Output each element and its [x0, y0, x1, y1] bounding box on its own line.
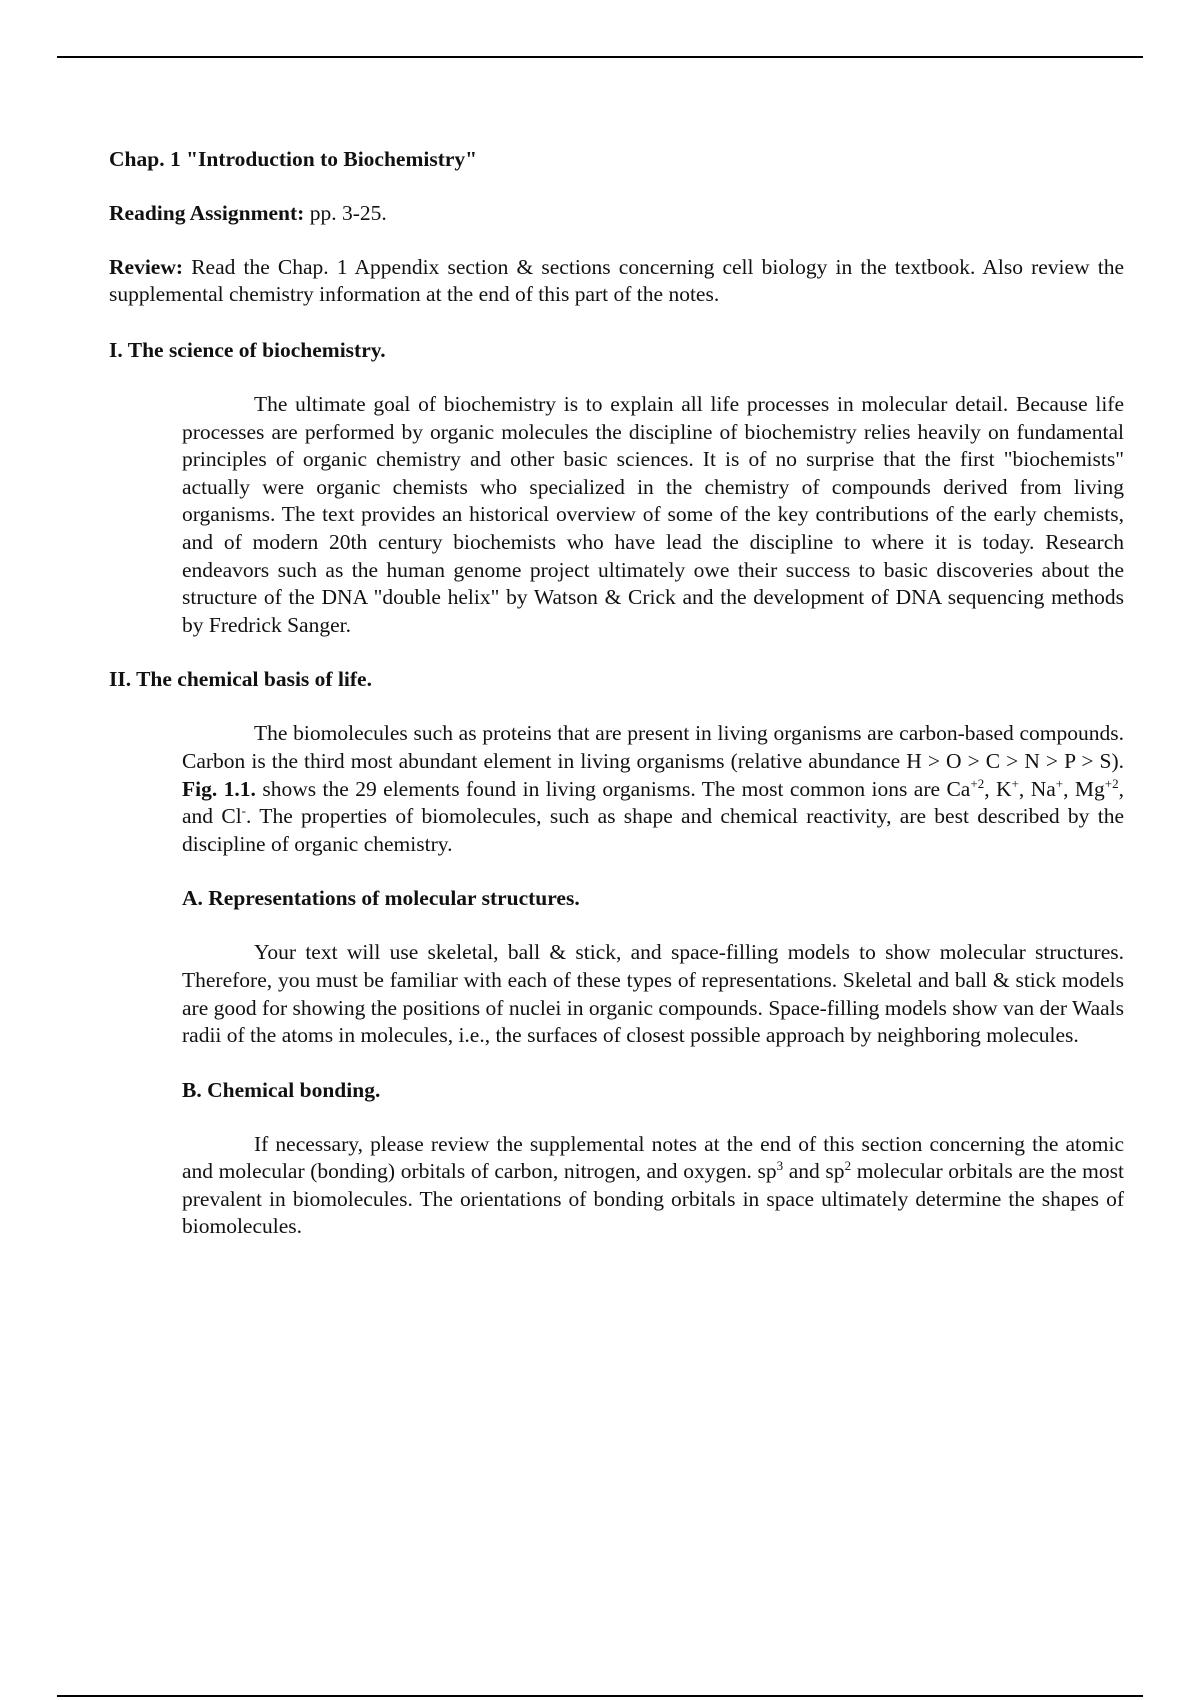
- subsection-b-text-1: If necessary, please review the supplemental notes at the end of this section concerning the atomic and molecular (bonding) orbitals of carbon, nitrogen, and oxygen. sp: [182, 1131, 1124, 1184]
- section-1-heading: I. The science of biochemistry.: [109, 338, 386, 362]
- section-2-text-1: The biomolecules such as proteins that are present in living organisms are carbon-based compounds. Carbon is the third most abundant element in living organisms (relative abundance H > O > C > N > P > S).: [182, 721, 1124, 773]
- reading-assignment-label: Reading Assignment:: [109, 201, 305, 225]
- top-divider: [57, 56, 1143, 58]
- subsection-b-paragraph: [182, 1131, 1124, 1241]
- section-2-heading: II. The chemical basis of life.: [109, 667, 372, 692]
- k-charge: +: [1011, 775, 1019, 791]
- review-note: [109, 254, 1124, 308]
- review-label: Review:: [109, 255, 184, 279]
- subsection-b-heading: B. Chemical bonding.: [182, 1077, 381, 1102]
- sp3-superscript: 3: [776, 1158, 784, 1174]
- subsection-b-text-2: molecular orbitals are the most prevalent in biomolecules. The orientations of bonding orbitals in space ultimately determine the shapes of biomolecules.: [182, 1159, 1124, 1239]
- section-2-text-2: shows the 29 elements found in living organisms. The most common ions are Ca: [255, 776, 971, 801]
- chapter-title: Chap. 1 "Introduction to Biochemistry": [109, 147, 478, 171]
- section-1-paragraph: The ultimate goal of biochemistry is to explain all life processes in molecular detail. Because life processes are performed by organic molecules the discipline of biochemistry relies heavily on fundamental principles of organic chemistry and other basic sciences. It is of no surprise that the first "biochemists" actually were organic chemists who specialized in the chemistry of compounds derived from living organisms. The text provides an historical overview of some of the key contributions of the early chemists, and of modern 20th century biochemists who have lead the discipline to where it is today. Research endeavors such as the human genome project ultimately owe their success to basic discoveries about the structure of the DNA "double helix" by Watson & Crick and the development of DNA sequencing methods by Fredrick Sanger.: [182, 392, 1124, 637]
- sp2-superscript: 2: [844, 1158, 852, 1174]
- subsection-a-heading: A. Representations of molecular structures.: [182, 886, 580, 911]
- reading-assignment: [109, 200, 1124, 227]
- figure-reference: Fig. 1.1.: [182, 776, 256, 801]
- reading-assignment-value: pp. 3-25.: [309, 201, 387, 225]
- subsection-b-text-mid: and sp: [783, 1159, 845, 1184]
- ion-separator-1: , K: [984, 776, 1012, 801]
- ion-separator-3: , Mg: [1063, 776, 1105, 801]
- page-content: [109, 146, 1124, 1263]
- bottom-divider: [57, 1695, 1143, 1697]
- review-text: Read the Chap. 1 Appendix section & sections concerning cell biology in the textbook. Also review the supplemental chemistry information at the end of this part of the notes.: [109, 255, 1125, 306]
- na-charge: +: [1055, 775, 1064, 791]
- ion-separator-2: , Na: [1018, 776, 1056, 801]
- section-2-paragraph: [182, 720, 1124, 858]
- section-2-text-3: . The properties of biomolecules, such as shape and chemical reactivity, are best described by the discipline of organic chemistry.: [182, 804, 1124, 856]
- subsection-a-paragraph: Your text will use skeletal, ball & stick, and space-filling models to show molecular structures. Therefore, you must be familiar with each of these types of representations. Skeletal and ball & stick models are good for showing the positions of nuclei in organic compounds. Space-filling models show van der Waals radii of the atoms in molecules, i.e., the surfaces of closest possible approach by neighboring molecules.: [182, 940, 1124, 1048]
- ion-separator-4: , and Cl: [182, 776, 1124, 829]
- ca-charge: +2: [970, 775, 985, 791]
- mg-charge: +2: [1104, 775, 1119, 791]
- cl-charge: -: [241, 802, 247, 818]
